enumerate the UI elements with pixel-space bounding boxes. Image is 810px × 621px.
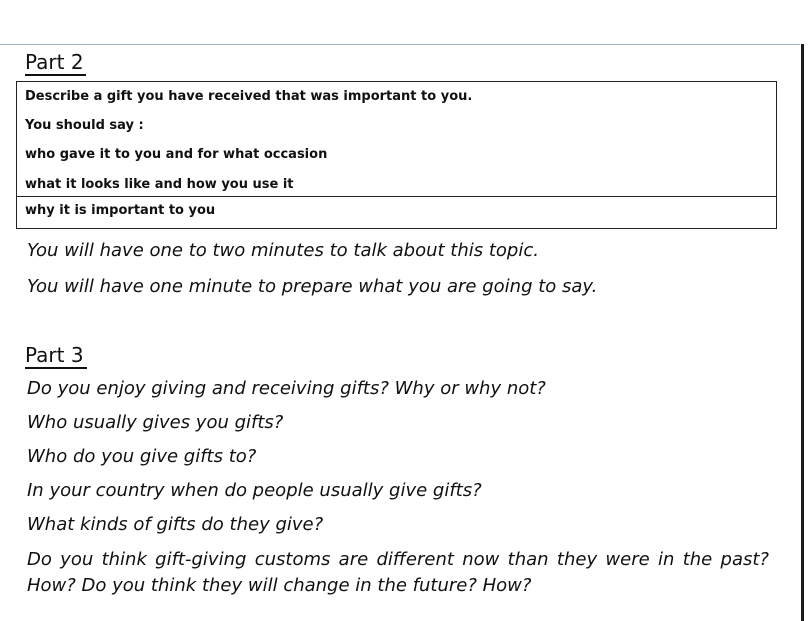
cue-card-row: [17, 111, 776, 141]
cue-card-line: what it looks like and how you use it: [25, 177, 294, 192]
part3-heading-underline: [25, 367, 87, 369]
cue-card-line: who gave it to you and for what occasion: [25, 147, 328, 162]
cue-card-topic: Describe a gift you have received that was important to you.: [25, 89, 473, 104]
question-item: Do you enjoy giving and receiving gifts? Why or why not?: [27, 378, 546, 399]
instruction-text: You will have one to two minutes to talk about this topic.: [27, 240, 539, 261]
question-item: In your country when do people usually give gifts?: [27, 480, 482, 501]
question-item: Who do you give gifts to?: [27, 446, 257, 467]
cue-card: [16, 81, 777, 229]
question-item: Who usually gives you gifts?: [27, 412, 284, 433]
top-divider: [0, 44, 800, 45]
question-item: Do you think gift-giving customs are different now than they were in the past? How? Do you think they will change in the future? How?: [27, 549, 769, 596]
question-item: What kinds of gifts do they give?: [27, 514, 324, 535]
cue-card-line: why it is important to you: [25, 203, 216, 218]
cue-card-line: You should say :: [25, 118, 144, 133]
cue-card-row: [17, 196, 776, 226]
instruction-text: You will have one minute to prepare what you are going to say.: [27, 276, 598, 297]
part2-heading-underline: [25, 74, 86, 76]
cue-card-row: [17, 82, 776, 112]
page-edge-bar: [801, 44, 804, 621]
part3-heading: Part 3: [25, 343, 84, 367]
cue-card-row: [17, 140, 776, 170]
part2-heading: Part 2: [25, 50, 84, 74]
